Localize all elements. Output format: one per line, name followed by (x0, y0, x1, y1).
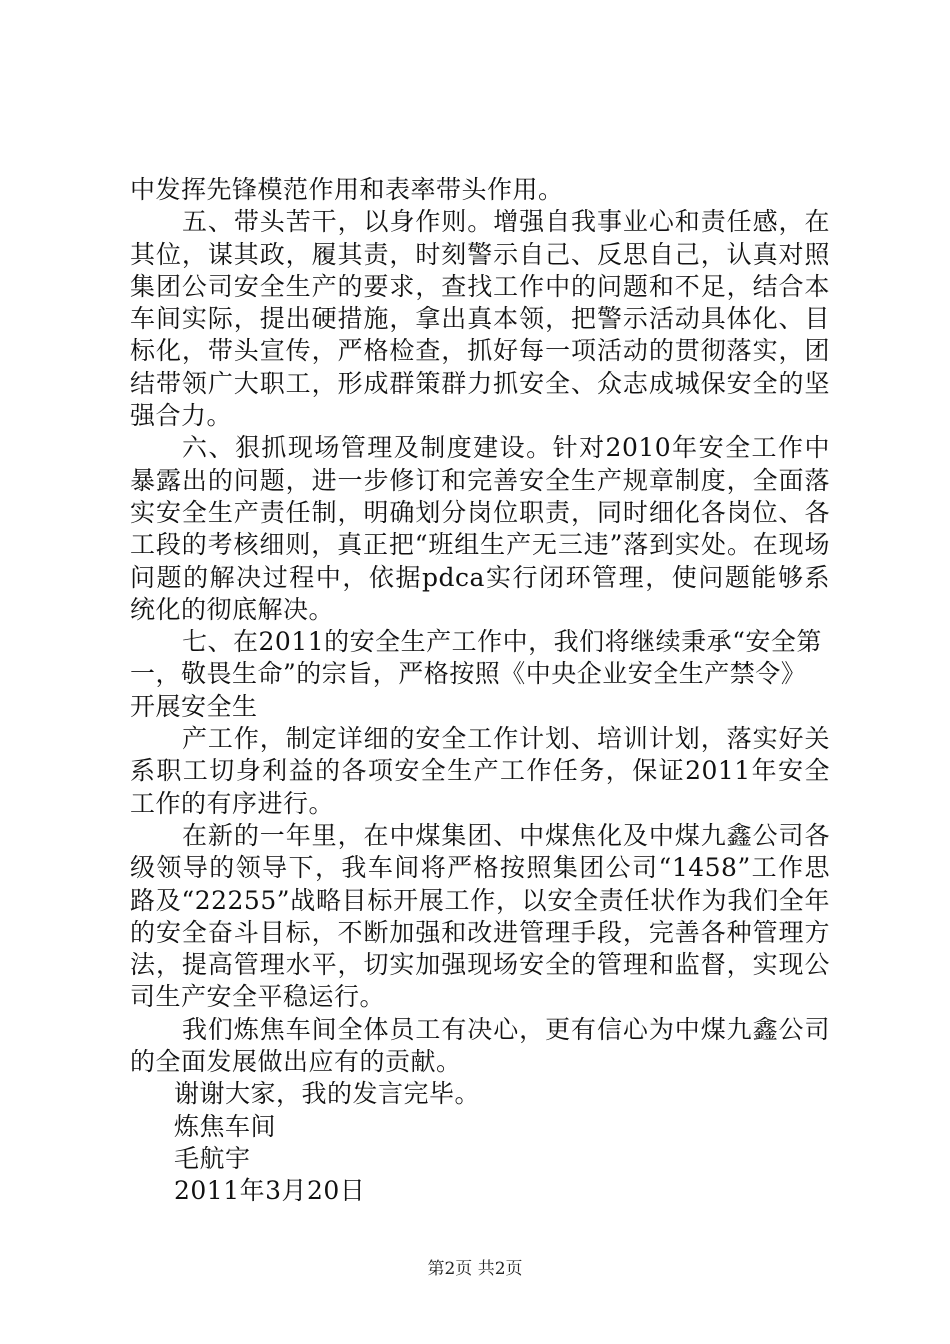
paragraph-item-five: 五、带头苦干，以身作则。增强自我事业心和责任感，在其位，谋其政，履其责，时刻警示自己、反思自己，认真对照集团公司安全生产的要求，查找工作中的问题和不足，结合本车间实际，提出硬措施，拿出真本领，把警示活动具体化、目标化，带头宣传，严格检查，抓好每一项活动的贯彻落实，团结带领广大职工，形成群策群力抓安全、众志成城保安全的坚强合力。 (130, 207, 830, 431)
signature-department: 炼焦车间 (174, 1111, 277, 1141)
paragraph-item-seven-continued: 产工作，制定详细的安全工作计划、培训计划，落实好关系职工切身利益的各项安全生产工作任务，保证2011年安全工作的有序进行。 (130, 724, 830, 818)
paragraph-item-seven: 七、在2011的安全生产工作中，我们将继续秉承“安全第一，敬畏生命”的宗旨，严格按照《中央企业安全生产禁令》开展安全生 (130, 627, 822, 721)
signature-author: 毛航宇 (174, 1143, 251, 1173)
closing-thanks: 谢谢大家，我的发言完毕。 (174, 1079, 481, 1109)
page-number-indicator: 第2页 共2页 (427, 1259, 523, 1279)
page-footer (0, 1254, 950, 1279)
signature-date: 2011年3月20日 (174, 1176, 366, 1206)
document-body (130, 174, 830, 1208)
paragraph-item-six: 六、狠抓现场管理及制度建设。针对2010年安全工作中暴露出的问题，进一步修订和完善安全生产规章制度，全面落实安全生产责任制，明确划分岗位职责，同时细化各岗位、各工段的考核细则，真正把“班组生产无三违”落到实处。在现场问题的解决过程中，依据pdca实行闭环管理，使问题能够系统化的彻底解决。 (130, 433, 830, 624)
paragraph-continuation: 中发挥先锋模范作用和表率带头作用。 (130, 175, 564, 204)
paragraph-new-year: 在新的一年里，在中煤集团、中煤焦化及中煤九鑫公司各级领导的领导下，我车间将严格按照集团公司“1458”工作思路及“22255”战略目标开展工作，以安全责任状作为我们全年的安全奋斗目标，不断加强和改进管理手段，完善各种管理方法，提高管理水平，切实加强现场安全的管理和监督，实现公司生产安全平稳运行。 (130, 820, 830, 1012)
paragraph-resolution: 我们炼焦车间全体员工有决心，更有信心为中煤九鑫公司的全面发展做出应有的贡献。 (130, 1014, 830, 1077)
